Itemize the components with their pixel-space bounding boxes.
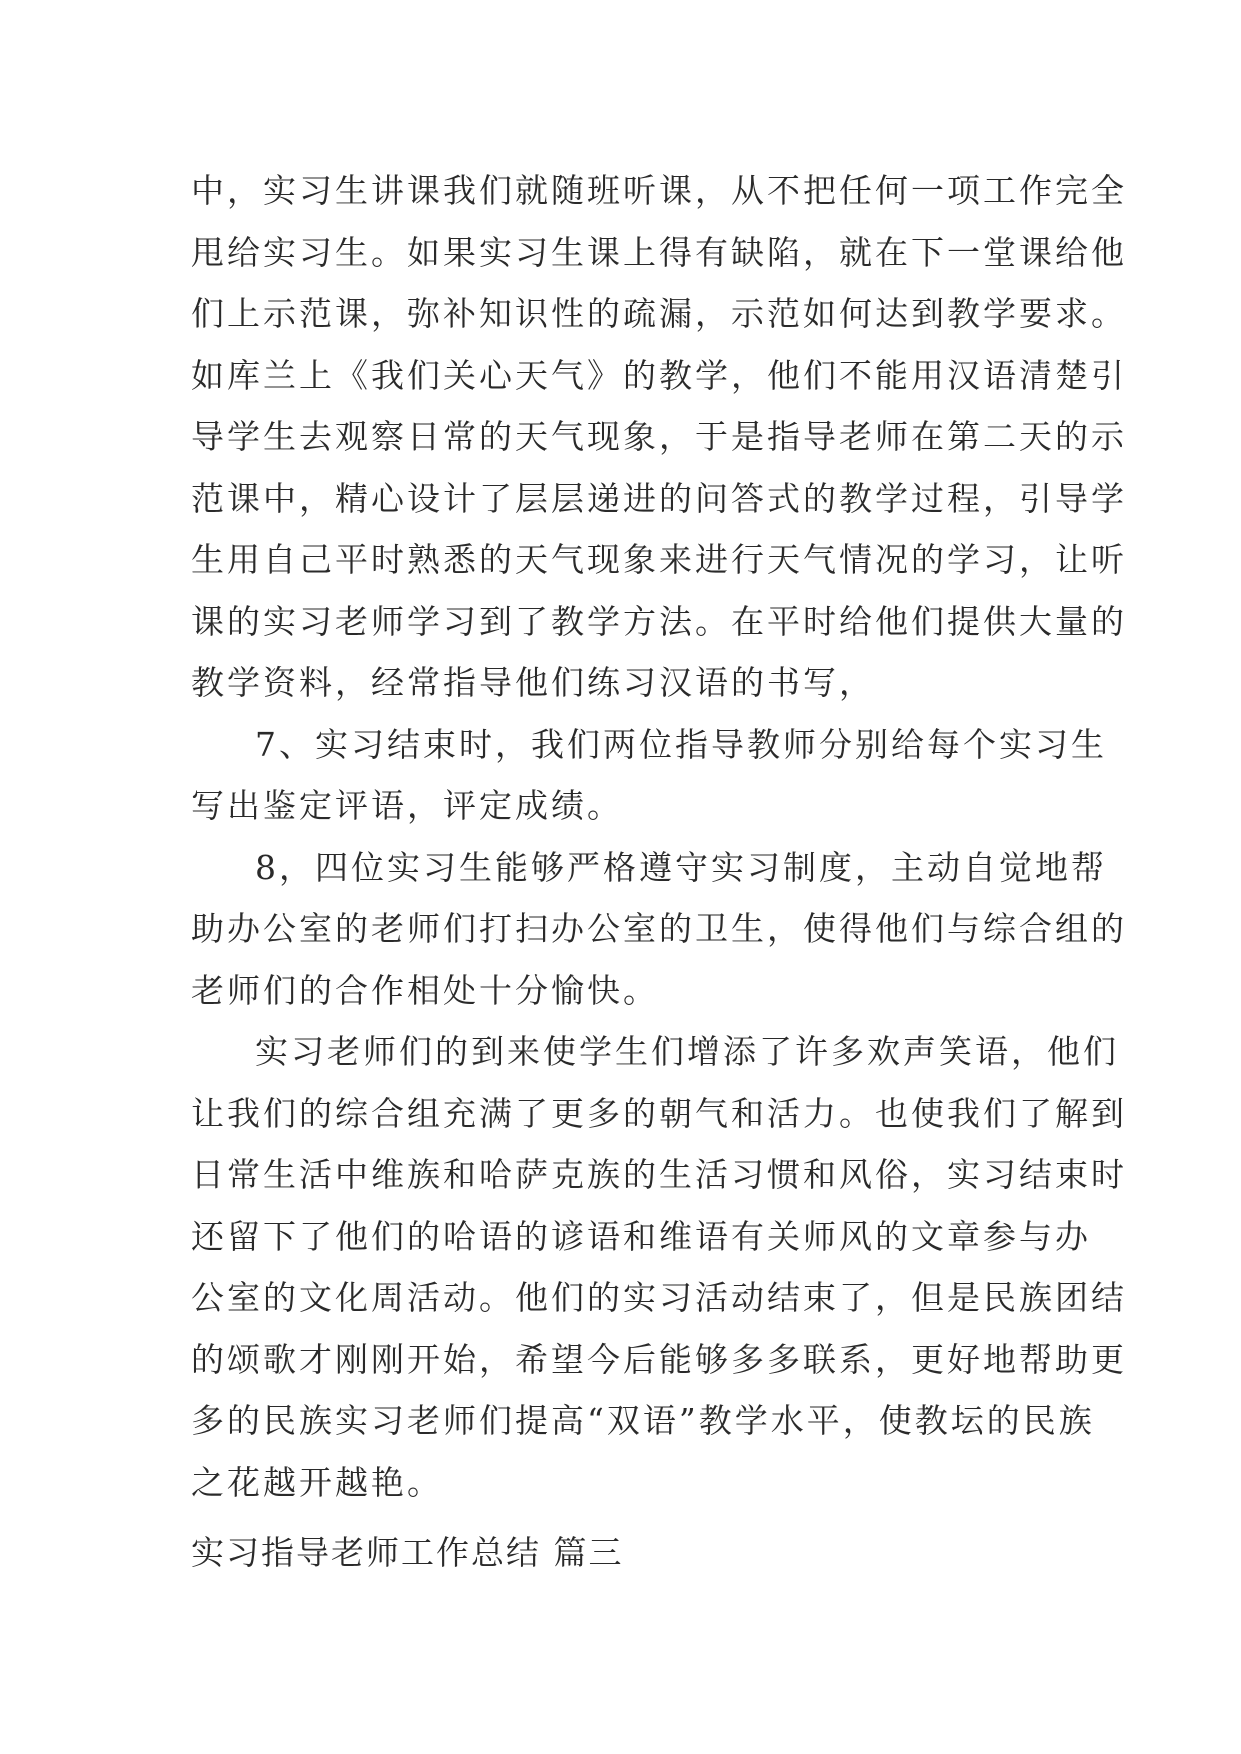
text-line: 生用自己平时熟悉的天气现象来进行天气情况的学习，让听 [191,540,1127,579]
text-line: 如库兰上《我们关心天气》的教学，他们不能用汉语清楚引 [191,355,1127,395]
body-text [191,160,1127,1513]
text-line: 让我们的综合组充满了更多的朝气和活力。也使我们了解到 [191,1093,1127,1133]
text-line: 多的民族实习老师们提高“双语”教学水平，使教坛的民族 [191,1401,1095,1440]
text-line: 中，实习生讲课我们就随班听课，从不把任何一项工作完全 [191,171,1127,210]
text-line: 导学生去观察日常的天气现象，于是指导老师在第二天的示 [191,417,1127,456]
text-line: 助办公室的老师们打扫办公室的卫生，使得他们与综合组的 [191,909,1127,948]
text-line: 甩给实习生。如果实习生课上得有缺陷，就在下一堂课给他 [191,232,1127,272]
text-line: 课的实习老师学习到了教学方法。在平时给他们提供大量的 [191,601,1127,641]
paragraph-start-line: 8，四位实习生能够严格遵守实习制度，主动自觉地帮 [255,847,1107,887]
text-line: 日常生活中维族和哈萨克族的生活习惯和风俗，实习结束时 [191,1155,1127,1194]
text-line: 的颂歌才刚刚开始，希望今后能够多多联系，更好地帮助更 [191,1339,1127,1379]
text-line: 范课中，精心设计了层层递进的问答式的教学过程，引导学 [191,478,1127,518]
text-line: 还留下了他们的哈语的谚语和维语有关师风的文章参与办 [191,1216,1091,1256]
paragraph-start-line: 7、实习结束时，我们两位指导教师分别给每个实习生 [255,724,1107,764]
text-line: 之花越开越艳。 [191,1462,443,1502]
text-line: 们上示范课，弥补知识性的疏漏，示范如何达到教学要求。 [191,294,1127,333]
paragraph-start-line: 实习老师们的到来使学生们增添了许多欢声笑语，他们 [255,1032,1119,1071]
section-heading: 实习指导老师工作总结 篇三 [191,1533,624,1572]
text-line: 教学资料，经常指导他们练习汉语的书写， [191,663,875,702]
text-line: 公室的文化周活动。他们的实习活动结束了，但是民族团结 [191,1278,1127,1317]
text-line: 写出鉴定评语，评定成绩。 [191,786,623,825]
text-line: 老师们的合作相处十分愉快。 [191,970,659,1010]
